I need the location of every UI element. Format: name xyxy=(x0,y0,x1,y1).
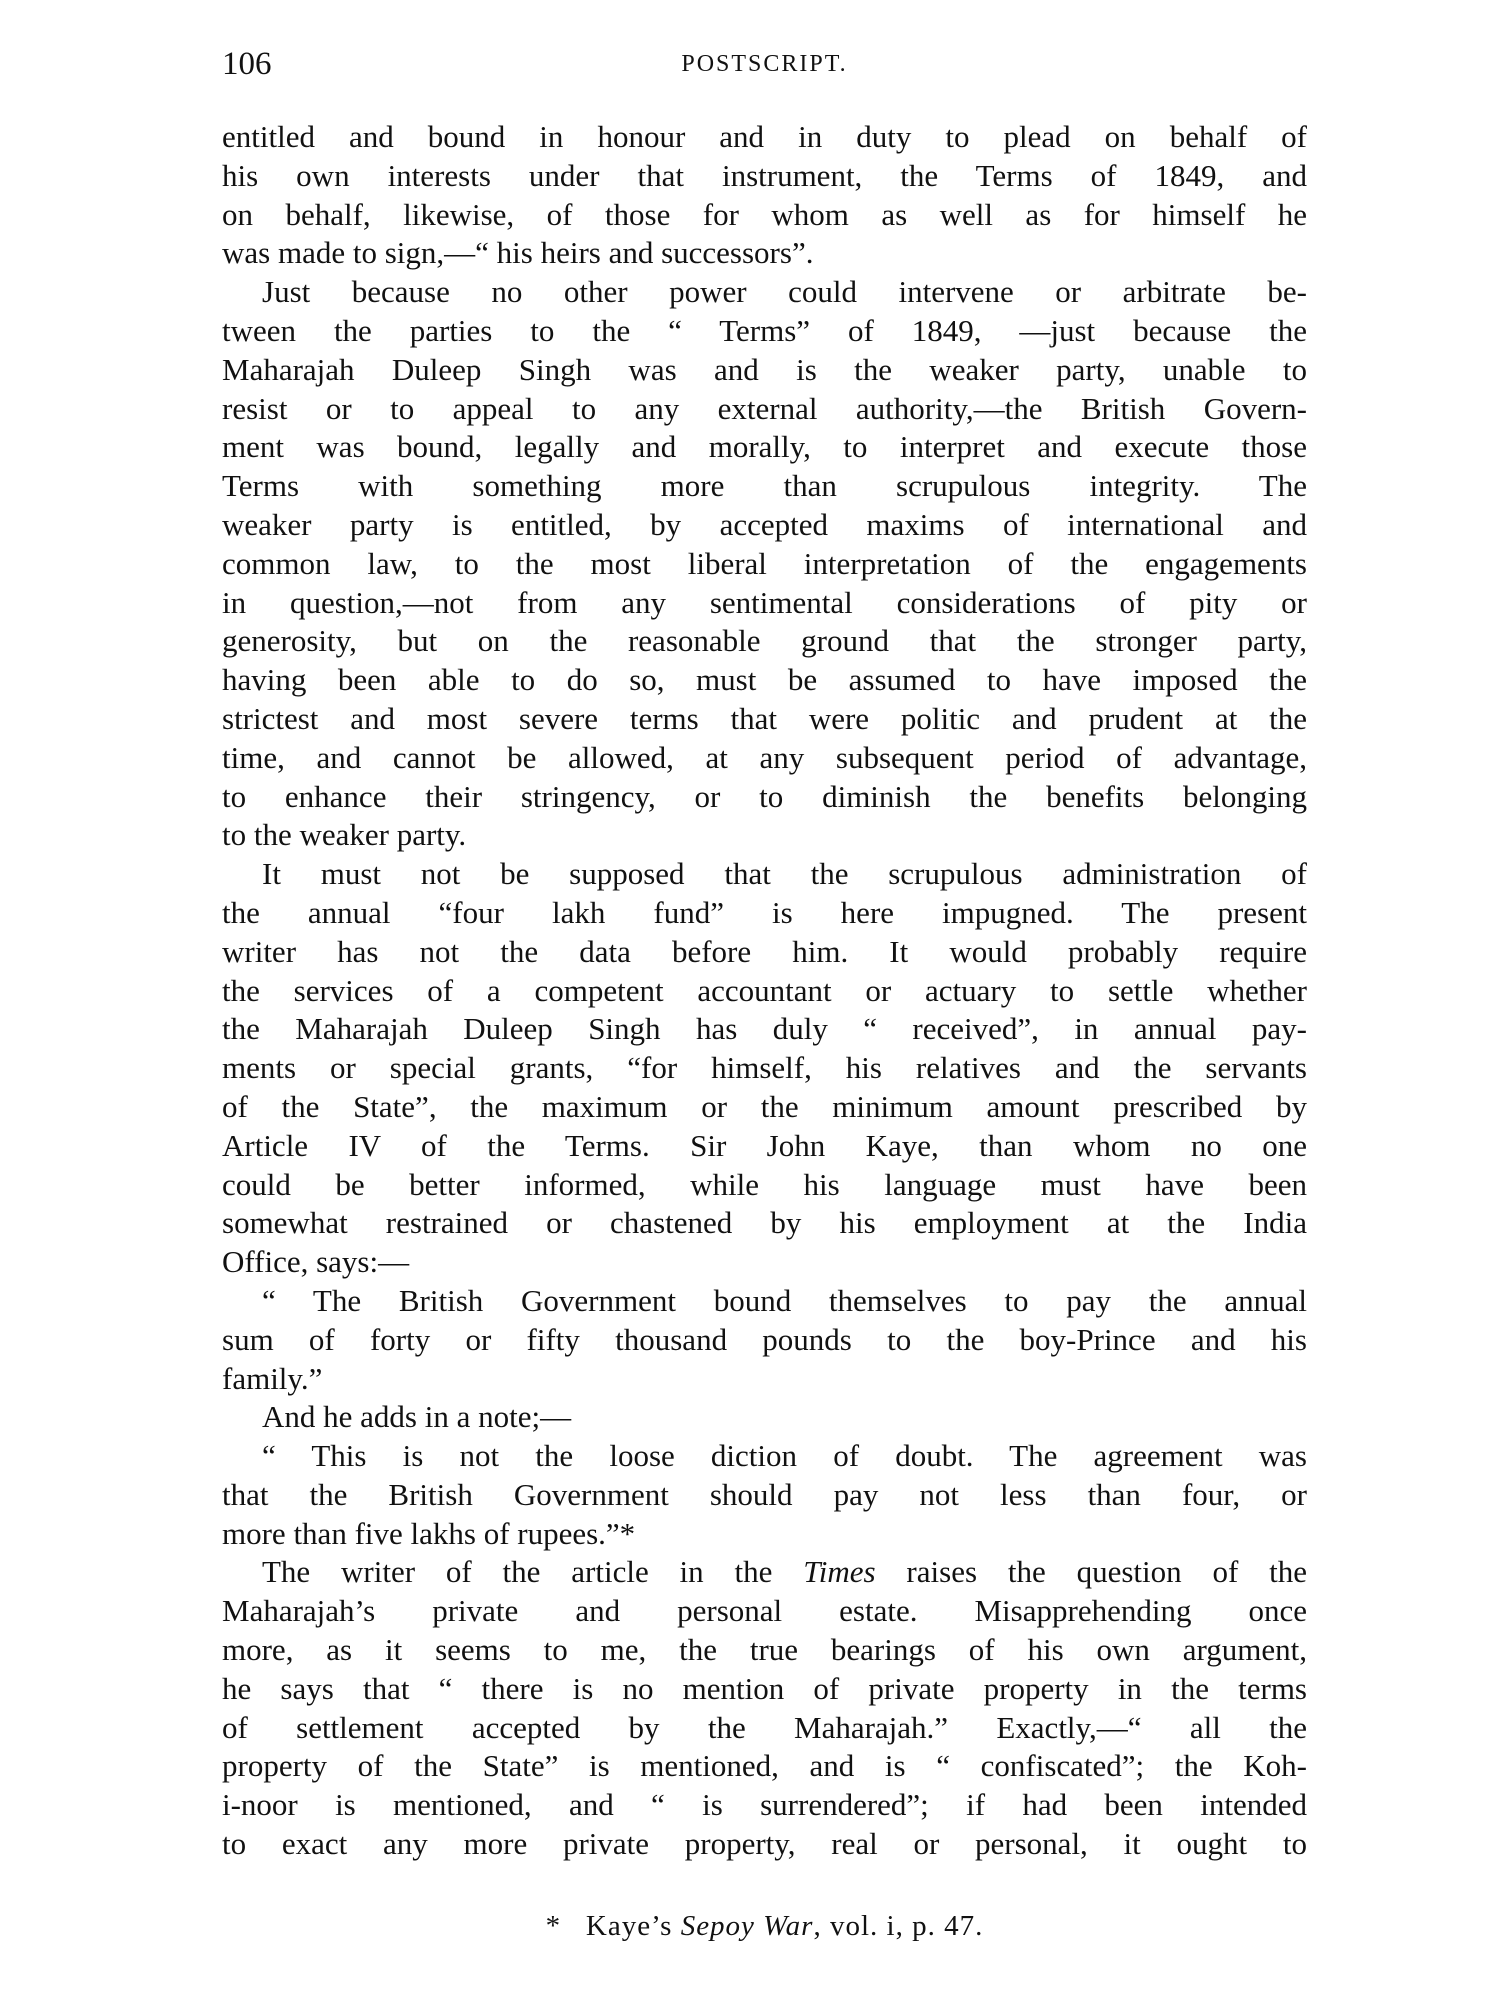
text-line: entitled and bound in honour and in duty to plead on behalf of xyxy=(222,119,1307,154)
text-line: could be better informed, while his language must have been xyxy=(222,1166,1307,1202)
text-line: writer has not the data before him. It would probably require xyxy=(222,933,1307,969)
text-line: his own interests under that instrument, the Terms of 1849, and xyxy=(222,157,1307,193)
running-title: POSTSCRIPT. xyxy=(681,51,848,77)
text-line: resist or to appeal to any external authority,—the British Govern- xyxy=(222,390,1307,426)
paragraph xyxy=(222,1398,1307,1437)
text-line: more, as it seems to me, the true bearings of his own argument, xyxy=(222,1632,1307,1668)
text-line: And he adds in a note;— xyxy=(262,1399,572,1435)
text-line: to exact any more private property, real or personal, it ought to xyxy=(222,1826,1307,1862)
text-line: Maharajah’s private and personal estate. Misapprehending once xyxy=(222,1593,1307,1629)
paragraph xyxy=(222,118,1307,273)
paragraph xyxy=(222,855,1307,1282)
text-line: of the State”, the maximum or the minimum amount prescribed by xyxy=(222,1088,1307,1124)
text-line: that the British Government should pay not less than four, or xyxy=(222,1476,1307,1512)
text-line: family.” xyxy=(222,1360,323,1396)
text-line: common law, to the most liberal interpretation of the engagements xyxy=(222,545,1307,581)
text-line: weaker party is entitled, by accepted maxims of international and xyxy=(222,506,1307,542)
text-line: strictest and most severe terms that were politic and prudent at the xyxy=(222,700,1307,736)
text-line: more than five lakhs of rupees.”* xyxy=(222,1515,636,1551)
text-line: of settlement accepted by the Maharajah.” Exactly,—“ all the xyxy=(222,1709,1307,1745)
text-line: Terms with something more than scrupulous integrity. The xyxy=(222,468,1307,504)
paragraph xyxy=(222,1282,1307,1398)
paragraph xyxy=(222,1553,1307,1863)
text-line: was made to sign,—“ his heirs and successors”. xyxy=(222,235,814,271)
text-line: “ The British Government bound themselves to pay the annual xyxy=(262,1282,1307,1318)
text-line: on behalf, likewise, of those for whom as well as for himself he xyxy=(222,196,1307,232)
paragraph xyxy=(222,1437,1307,1553)
text-line: property of the State” is mentioned, and is “ confiscated”; the Koh- xyxy=(222,1748,1307,1784)
text-line: The writer of the article in the Times raises the question of the xyxy=(262,1554,1307,1590)
footnote-title: Sepoy War xyxy=(680,1910,814,1942)
footnote-prefix: Kaye’s xyxy=(585,1910,681,1942)
text-line: ments or special grants, “for himself, his relatives and the servants xyxy=(222,1050,1307,1086)
text-line: the annual “four lakh fund” is here impugned. The present xyxy=(222,894,1307,930)
paragraph xyxy=(222,273,1307,855)
text-line: the services of a competent accountant or actuary to settle whether xyxy=(222,972,1307,1008)
text-line: to the weaker party. xyxy=(222,817,467,853)
text-line: generosity, but on the reasonable ground that the stronger party, xyxy=(222,623,1307,659)
text-line: he says that “ there is no mention of private property in the terms xyxy=(222,1670,1307,1706)
text-line: somewhat restrained or chastened by his employment at the India xyxy=(222,1205,1307,1241)
footnote-marker: * xyxy=(545,1910,562,1942)
footnote-suffix: , vol. i, p. 47. xyxy=(813,1910,984,1942)
running-head xyxy=(222,42,1307,86)
text-line: tween the parties to the “ Terms” of 1849, —just because the xyxy=(222,312,1307,348)
text-line: Just because no other power could intervene or arbitrate be- xyxy=(262,274,1307,310)
text-line: sum of forty or fifty thousand pounds to the boy-Prince and his xyxy=(222,1321,1307,1357)
text-line: Article IV of the Terms. Sir John Kaye, than whom no one xyxy=(222,1127,1307,1163)
text-line: having been able to do so, must be assumed to have imposed the xyxy=(222,662,1307,698)
text-line: Office, says:— xyxy=(222,1244,410,1280)
text-line: It must not be supposed that the scrupulous administration of xyxy=(262,856,1307,892)
text-line: time, and cannot be allowed, at any subsequent period of advantage, xyxy=(222,739,1307,775)
text-line: “ This is not the loose diction of doubt. The agreement was xyxy=(262,1438,1307,1474)
text-line: Maharajah Duleep Singh was and is the weaker party, unable to xyxy=(222,351,1307,387)
text-line: ment was bound, legally and morally, to interpret and execute those xyxy=(222,429,1307,465)
text-line: in question,—not from any sentimental considerations of pity or xyxy=(222,584,1307,620)
text-line: to enhance their stringency, or to diminish the benefits belonging xyxy=(222,778,1307,814)
text-line: the Maharajah Duleep Singh has duly “ received”, in annual pay- xyxy=(222,1011,1307,1047)
footnote xyxy=(222,1906,1307,1946)
body-text xyxy=(222,118,1307,1864)
text-line: i-noor is mentioned, and “ is surrendered”; if had been intended xyxy=(222,1787,1307,1823)
page-number: 106 xyxy=(222,46,272,82)
